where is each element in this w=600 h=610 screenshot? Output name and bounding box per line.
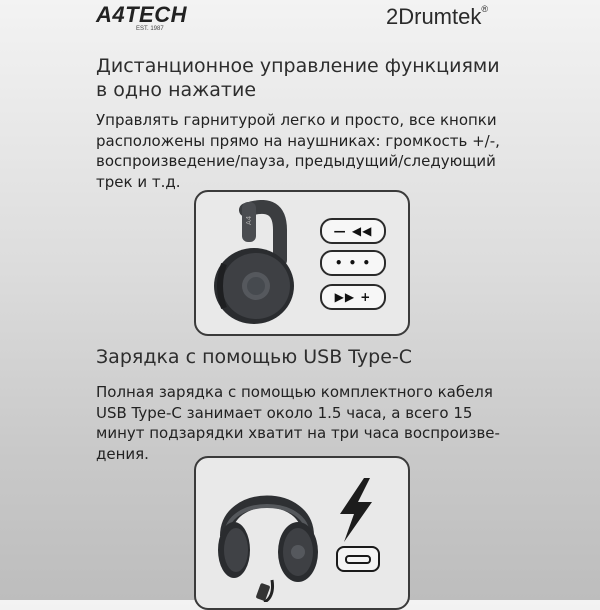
section1-body-line: воспроизведение/пауза, предыдущий/следующий [96,152,496,170]
section2-body-line: Полная зарядка с помощью комплектного кабеля [96,383,493,401]
section1-heading-line: в одно нажатие [96,79,257,101]
svg-text:A4: A4 [245,215,253,225]
section1-body-line: Управлять гарнитурой легко и просто, все кнопки [96,111,497,129]
section2-body-line: дения. [96,444,149,463]
lightning-bolt-icon [334,478,378,542]
section2-body [96,382,536,464]
charging-panel [194,456,410,610]
2drumtek-logo-text: 2Drumtek [386,4,482,29]
2drumtek-logo [386,4,488,30]
next-volume-up-button[interactable] [320,284,386,310]
volume-down-previous-button[interactable] [320,218,386,244]
controls-panel [194,190,410,336]
volume-down-previous-label: — ◀◀ [333,224,373,238]
a4tech-logo [96,2,188,32]
section1-body-line: расположены прямо на наушниках: громкость +/-, [96,131,500,150]
usb-c-port-icon [336,546,380,572]
play-pause-label: • • • [334,256,372,270]
play-pause-button[interactable] [320,250,386,276]
section2-heading: Зарядка с помощью USB Type-C [96,346,413,368]
registered-mark: ® [481,4,488,14]
section2-body-line: USB Type-C занимает около 1.5 часа, а всего 15 [96,403,473,422]
section1-heading-line: Дистанционное управление функциями [96,55,500,77]
next-volume-up-label: ▶▶ + [334,290,372,304]
headphones-side-image [206,200,318,328]
headphones-charging-image [212,472,322,602]
section1-body-line: трек и т.д. [96,172,181,191]
a4tech-est: EST. 1987 [136,26,164,32]
section2-body-line: минут подзарядки хватит на три часа воспроизве- [96,424,500,442]
a4tech-logo-text: A4TECH [96,2,188,27]
section1-heading [96,54,536,102]
section1-body [96,110,536,192]
usb-c-slot [345,555,371,564]
